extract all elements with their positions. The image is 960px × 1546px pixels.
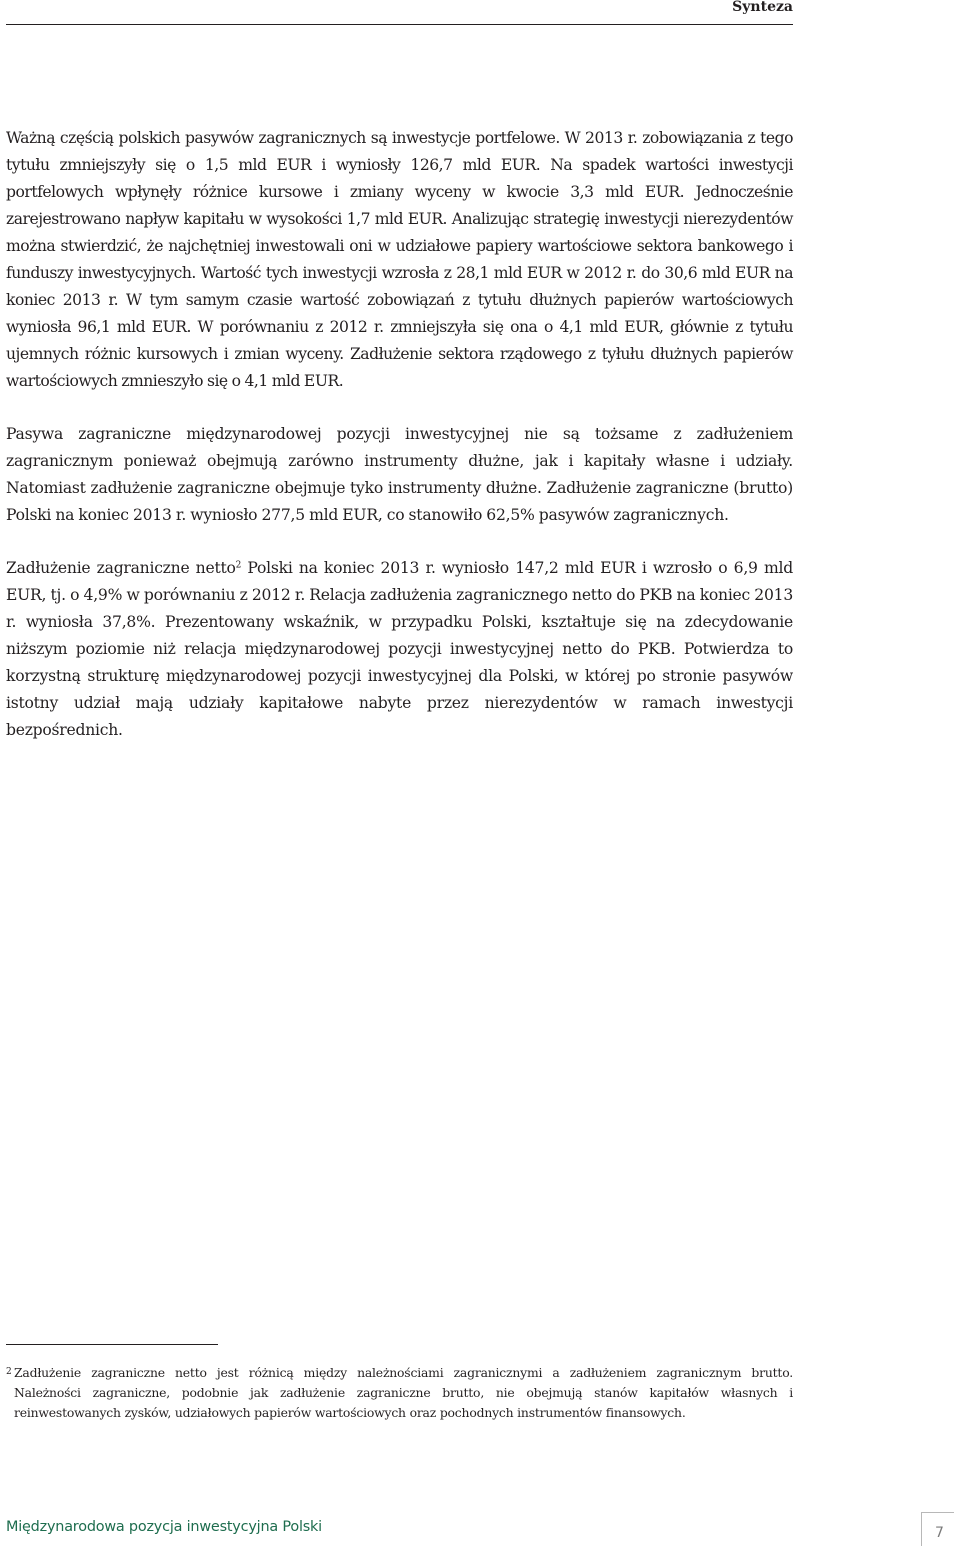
paragraph-net-debt-lead: Zadłużenie zagraniczne netto [6,559,236,577]
page-number: 7 [921,1512,954,1546]
paragraph-net-external-debt [6,555,793,744]
footnote [6,1363,793,1423]
publication-title: Międzynarodowa pozycja inwestycyjna Polski [6,1519,322,1535]
footnote-divider [6,1344,218,1345]
footnote-text: Zadłużenie zagraniczne netto jest różnicą między należnościami zagranicznymi a zadłużeniem zagranicznym brutto. Należności zagraniczne, podobnie jak zadłużenie zagraniczne brutto, nie obejmują stanów kapitałów własnych i reinwestowanych zysków, udziałowych papierów wartościowych oraz pochodnych instrumentów finansowych. [14,1365,793,1420]
running-header [6,0,793,25]
main-text [6,125,793,770]
footnote-reference[interactable]: 2 [235,560,242,571]
footnote-number: 2 [6,1367,12,1377]
section-title: Synteza [732,0,793,15]
paragraph-portfolio-investments: Ważną częścią polskich pasywów zagranicznych są inwestycje portfelowe. W 2013 r. zobowiązania z tego tytułu zmniejszyły się o 1,5 mld EUR i wyniosły 126,7 mld EUR. Na spadek wartości inwestycji portfelowych wpłynęły różnice kursowe i zmiany wyceny w kwocie 3,3 mld EUR. Jednocześnie zarejestrowano napływ kapitału w wysokości 1,7 mld EUR. Analizując strategię inwestycji nierezydentów można stwierdzić, że najchętniej inwestowali oni w udziałowe papiery wartościowe sektora bankowego i funduszy inwestycyjnych. Wartość tych inwestycji wzrosła z 28,1 mld EUR w 2012 r. do 30,6 mld EUR na koniec 2013 r. W tym samym czasie wartość zobowiązań z tytułu dłużnych papierów wartościowych wyniosła 96,1 mld EUR. W porównaniu z 2012 r. zmniejszyła się ona o 4,1 mld EUR, głównie z tytułu ujemnych różnic kursowych i zmian wyceny. Zadłużenie sektora rządowego z tyłułu dłużnych papierów wartościowych zmnieszyło się o 4,1 mld EUR. [6,129,793,390]
paragraph-net-debt-rest: Polski na koniec 2013 r. wyniosło 147,2 mld EUR i wzrosło o 6,9 mld EUR, tj. o 4,9% w porównaniu z 2012 r. Relacja zadłużenia zagranicznego netto do PKB na koniec 2013 r. wyniosła 37,8%. Prezentowany wskaźnik, w przypadku Polski, kształtuje się na zdecydowanie niższym poziomie niż relacja międzynarodowej pozycji inwestycyjnej netto do PKB. Potwierdza to korzystną strukturę międzynarodowej pozycji inwestycyjnej dla Polski, w której po stronie pasywów istotny udział mają udziały kapitałowe nabyte przez nierezydentów w ramach inwestycji bezpośrednich. [6,559,793,739]
paragraph-foreign-liabilities: Pasywa zagraniczne międzynarodowej pozycji inwestycyjnej nie są tożsame z zadłużeniem zagranicznym ponieważ obejmują zarówno instrumenty dłużne, jak i kapitały własne i udziały. Natomiast zadłużenie zagraniczne obejmuje tyko instrumenty dłużne. Zadłużenie zagraniczne (brutto) Polski na koniec 2013 r. wyniosło 277,5 mld EUR, co stanowiło 62,5% pasywów zagranicznych. [6,425,793,524]
